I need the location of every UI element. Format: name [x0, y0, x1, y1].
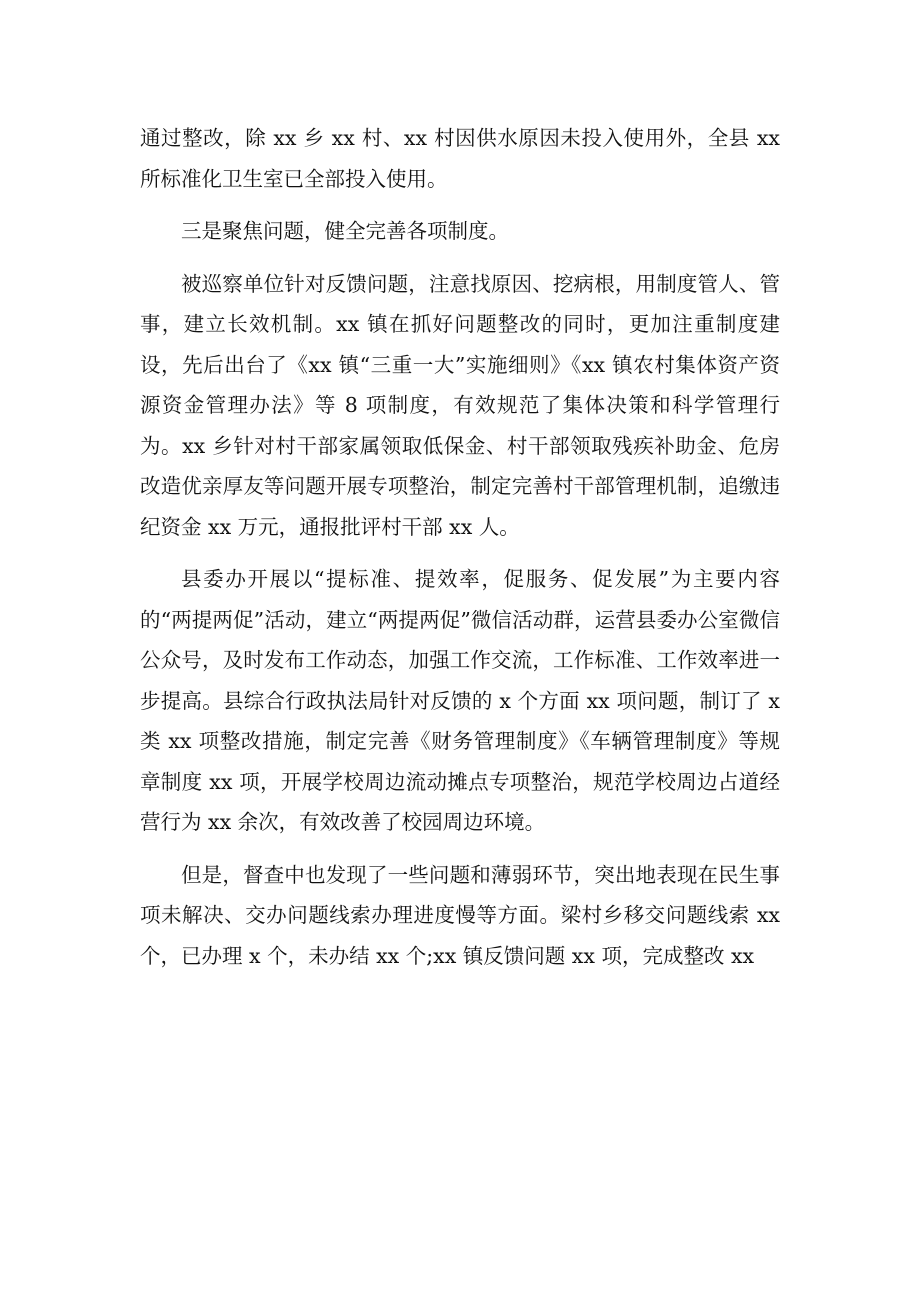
paragraph-continuation: 通过整改，除 xx 乡 xx 村、xx 村因供水原因未投入使用外，全县 xx 所标准化卫生室已全部投入使用。: [140, 126, 780, 191]
paragraph-inspection-units: 被巡察单位针对反馈问题，注意找原因、挖病根，用制度管人、管事，建立长效机制。xx 镇在抓好问题整改的同时，更加注重制度建设，先后出台了《xx 镇“三重一大”实施细则》《xx 镇农村集体资产资源资金管理办法》等 8 项制度，有效规范了集体决策和科学管理行为。xx 乡针对村干部家属领取低保金、村干部领取残疾补助金、危房改造优亲厚友等问题开展专项整治，制定完善村干部管理机制，追缴违纪资金 xx 万元，通报批评村干部 xx 人。: [140, 271, 780, 539]
section-heading: 三是聚焦问题，健全完善各项制度。: [181, 219, 509, 243]
paragraph-problems: 但是，督查中也发现了一些问题和薄弱环节，突出地表现在民生事项未解决、交办问题线索办理进度慢等方面。梁村乡移交问题线索 xx 个，已办理 x 个，未办结 xx 个;xx 镇反馈问题 xx 项，完成整改 xx: [140, 862, 780, 968]
document-body: [140, 118, 780, 976]
paragraph-county-office: 县委办开展以“提标准、提效率，促服务、促发展”为主要内容的“两提两促”活动，建立“两提两促”微信活动群，运营县委办公室微信公众号，及时发布工作动态，加强工作交流，工作标准、工作效率进一步提高。县综合行政执法局针对反馈的 x 个方面 xx 项问题，制订了 x 类 xx 项整改措施，制定完善《财务管理制度》《车辆管理制度》等规章制度 xx 项，开展学校周边流动摊点专项整治，规范学校周边占道经营行为 xx 余次，有效改善了校园周边环境。: [140, 567, 780, 834]
